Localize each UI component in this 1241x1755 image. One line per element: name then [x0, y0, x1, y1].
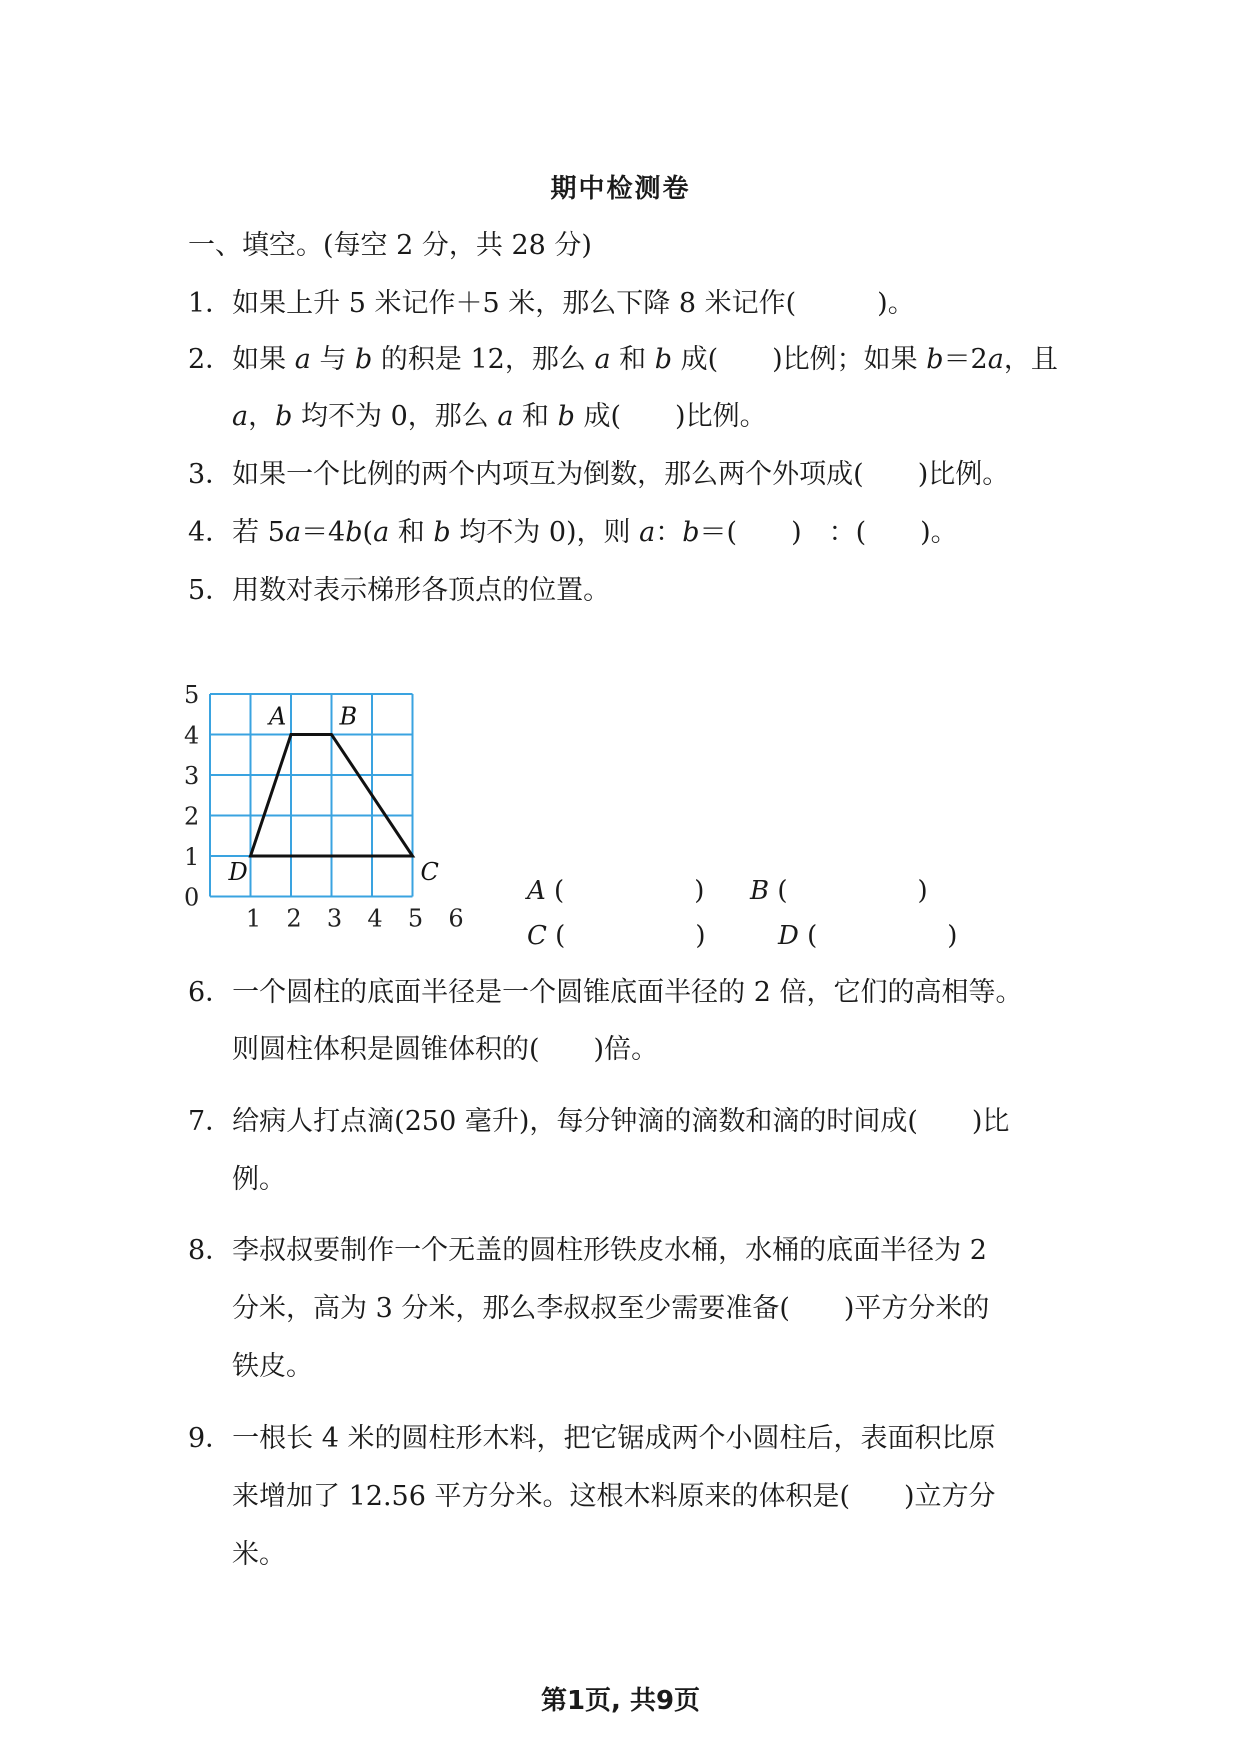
vertex-label-d: D [228, 858, 248, 886]
answer-a: A ( ) [527, 876, 705, 906]
page-footer: 第1页, 共9页 [540, 1686, 701, 1716]
question-6-line-1: 6．一个圆柱的底面半径是一个圆锥底面半径的 2 倍，它们的高相等。 [188, 977, 1023, 1008]
question-3: 3．如果一个比例的两个内项互为倒数，那么两个外项成( )比例。 [188, 459, 1010, 490]
question-8-line-3: 铁皮。 [232, 1351, 313, 1382]
vertex-labels [228, 703, 439, 887]
y-tick-label: 1 [184, 843, 200, 871]
question-6-line-2: 则圆柱体积是圆锥体积的( )倍。 [232, 1034, 659, 1065]
question-8-line-1: 8．李叔叔要制作一个无盖的圆柱形铁皮水桶，水桶的底面半径为 2 [188, 1235, 987, 1266]
page-title: 期中检测卷 [550, 174, 691, 204]
coordinate-grid [180, 672, 480, 932]
x-tick-label: 4 [367, 904, 383, 932]
vertex-label-b: B [339, 702, 358, 731]
y-tick-label: 5 [184, 681, 200, 709]
y-tick-label: 2 [184, 802, 200, 831]
question-4: 4．若 5a＝4b(a 和 b 均不为 0)，则 a：b＝( ) ：( )。 [188, 517, 958, 548]
vertex-label-a: A [269, 702, 287, 731]
vertex-label-c: C [420, 858, 439, 886]
question-7-line-1: 7．给病人打点滴(250 毫升)，每分钟滴的滴数和滴的时间成( )比 [188, 1106, 1010, 1137]
x-tick-label: 3 [326, 904, 343, 932]
x-tick-label: 2 [286, 904, 302, 932]
x-tick-label: 6 [448, 904, 464, 932]
question-1: 1．如果上升 5 米记作＋5 米，那么下降 8 米记作( )。 [188, 288, 915, 319]
question-5: 5．用数对表示梯形各顶点的位置。 [188, 575, 611, 606]
question-9-line-1: 9．一根长 4 米的圆柱形木料，把它锯成两个小圆柱后，表面积比原 [188, 1423, 996, 1454]
y-tick-labels [184, 681, 199, 912]
y-tick-label: 4 [184, 721, 200, 750]
x-tick-label: 5 [407, 904, 424, 932]
answer-b: B ( ) [750, 876, 928, 906]
question-2-line-1: 2．如果 a 与 b 的积是 12，那么 a 和 b 成( )比例；如果 b＝2a，且 [188, 344, 1058, 375]
x-tick-label: 1 [245, 904, 262, 932]
question-8-line-2: 分米，高为 3 分米，那么李叔叔至少需要准备( )平方分米的 [232, 1293, 990, 1324]
x-tick-labels [246, 905, 464, 933]
question-9-line-3: 米。 [232, 1539, 286, 1570]
answer-c: C ( ) [527, 921, 706, 951]
question-9-line-2: 来增加了 12.56 平方分米。这根木料原来的体积是( )立方分 [232, 1481, 996, 1512]
y-tick-label: 0 [184, 883, 200, 912]
question-2-line-2: a，b 均不为 0，那么 a 和 b 成( )比例。 [232, 401, 767, 432]
answer-d: D ( ) [778, 921, 958, 951]
y-tick-label: 3 [184, 762, 200, 790]
question-7-line-2: 例。 [232, 1164, 286, 1195]
section-heading: 一、填空。(每空 2 分，共 28 分) [188, 230, 592, 261]
